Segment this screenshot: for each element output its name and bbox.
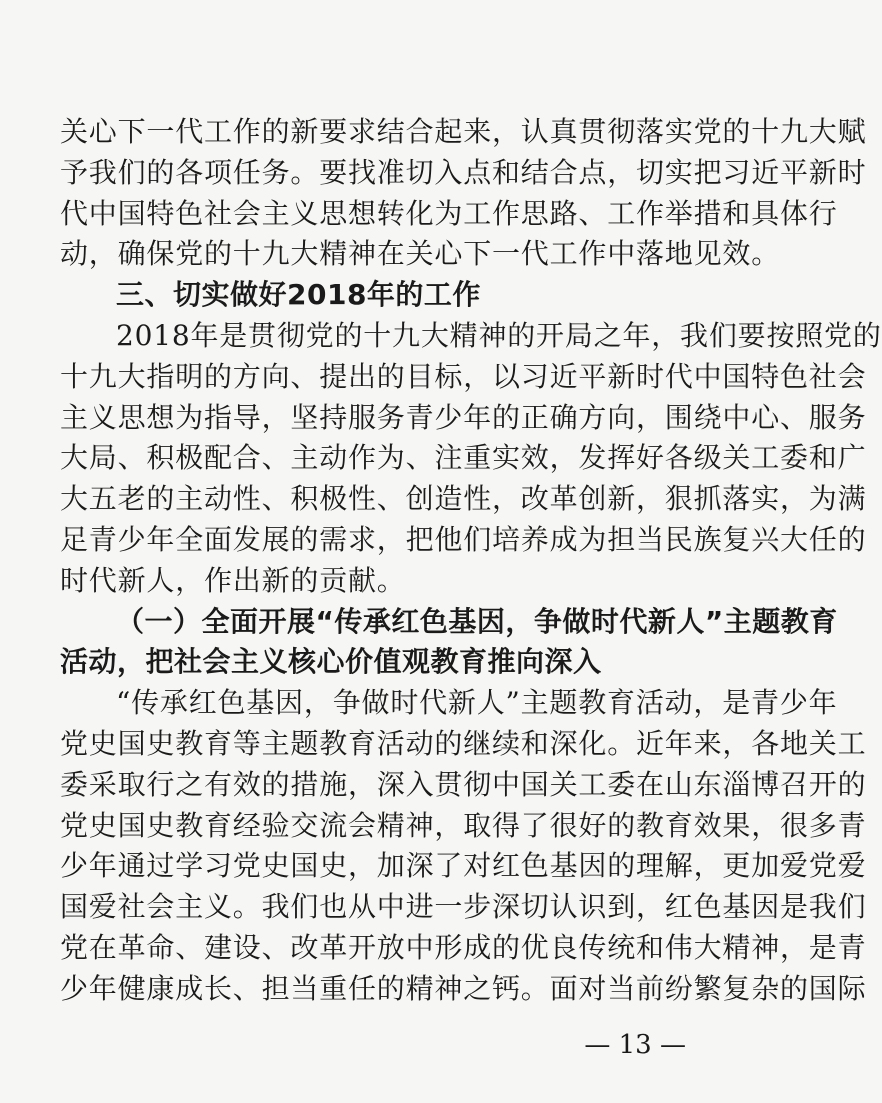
text-line: 足青少年全面发展的需求，把他们培养成为担当民族复兴大任的: [60, 522, 867, 556]
page-number: — 13 —: [584, 1030, 686, 1060]
text-line: “传承红色基因，争做时代新人”主题教育活动，是青少年: [116, 686, 838, 720]
text-line: 党在革命、建设、改革开放中形成的优良传统和伟大精神，是青: [60, 930, 867, 964]
text-line: 大局、积极配合、主动作为、注重实效，发挥好各级关工委和广: [60, 441, 867, 475]
text-line: 予我们的各项任务。要找准切入点和结合点，切实把习近平新时: [60, 155, 867, 189]
text-line: 关心下一代工作的新要求结合起来，认真贯彻落实党的十九大赋: [60, 115, 867, 148]
text-line: 委采取行之有效的措施，深入贯彻中国关工委在山东淄博召开的: [60, 767, 867, 801]
text-line: 党史国史教育经验交流会精神，取得了很好的教育效果，很多青: [60, 808, 867, 842]
text-line: 代中国特色社会主义思想转化为工作思路、工作举措和具体行: [60, 196, 838, 230]
body-text: [60, 112, 882, 1010]
text-line: 十九大指明的方向、提出的目标，以习近平新时代中国特色社会: [60, 359, 867, 393]
text-line: 主义思想为指导，坚持服务青少年的正确方向，围绕中心、服务: [60, 400, 867, 434]
heading-line: （一）全面开展“传承红色基因，争做时代新人”主题教育: [116, 604, 838, 638]
text-line: 少年健康成长、担当重任的精神之钙。面对当前纷繁复杂的国际: [60, 971, 867, 1005]
text-line: 少年通过学习党史国史，加深了对红色基因的理解，更加爱党爱: [60, 849, 867, 883]
text-line: 国爱社会主义。我们也从中进一步深切认识到，红色基因是我们: [60, 890, 867, 924]
text-line: 2018年是贯彻党的十九大精神的开局之年，我们要按照党的: [116, 318, 882, 352]
text-line: 大五老的主动性、积极性、创造性，改革创新，狠抓落实，为满: [60, 482, 867, 516]
heading-line: 活动，把社会主义核心价值观教育推向深入: [60, 645, 602, 679]
heading-line: 三、切实做好2018年的工作: [116, 278, 481, 312]
text-line: 动，确保党的十九大精神在关心下一代工作中落地见效。: [60, 237, 781, 271]
text-line: 党史国史教育等主题教育活动的继续和深化。近年来，各地关工: [60, 726, 867, 760]
text-line: 时代新人，作出新的贡献。: [60, 563, 406, 597]
